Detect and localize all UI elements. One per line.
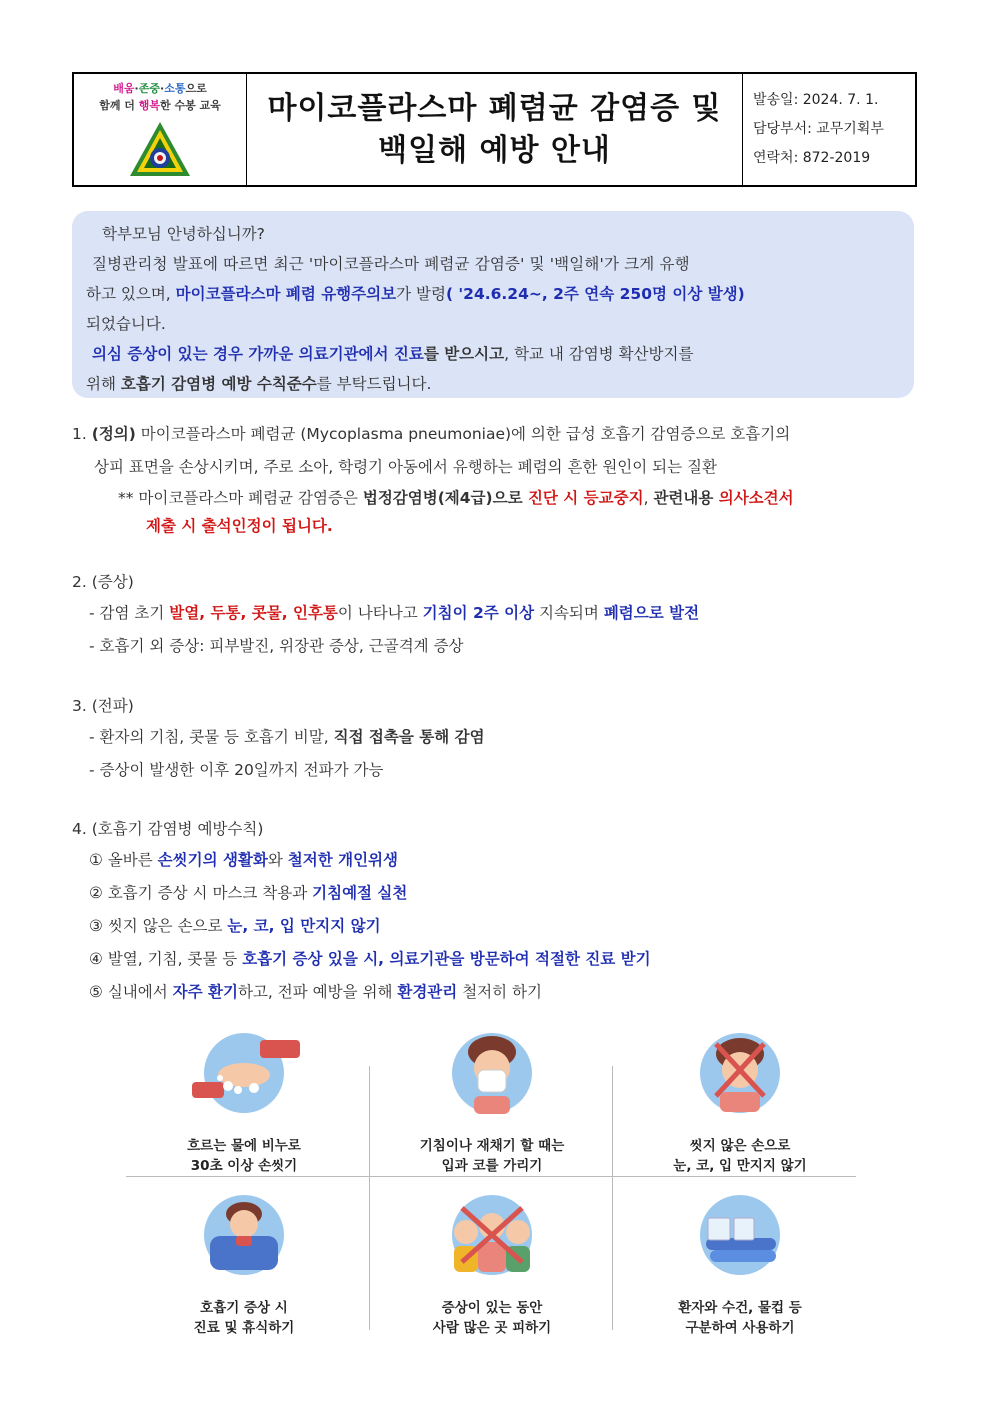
department: 담당부서: 교무기획부 — [753, 121, 884, 137]
issue-date: 발송일: 2024. 7. 1. — [753, 92, 879, 108]
contact: 연락처: 872-2019 — [753, 150, 871, 166]
definition-note-1: ** 마이코플라스마 폐렴균 감염증은 법정감염병(제4급)으로 진단 시 등교중지, 관련내용 의사소견서 — [118, 489, 794, 507]
definition-line-2: 상피 표면을 손상시키며, 주로 소아, 학령기 아동에서 유행하는 폐렴의 흔한 원인이 되는 질환 — [94, 458, 717, 476]
transmission-heading: 3. (전파) — [72, 697, 134, 715]
avoid-crowds-icon — [432, 1192, 552, 1278]
definition-line-1: 1. (정의) 마이코플라스마 폐렴균 (Mycoplasma pneumoniae)에 의한 급성 호흡기 감염증으로 호흡기의 — [72, 425, 791, 443]
card-no-touch: 씻지 않은 손으로 눈, 코, 입 만지지 않기 — [618, 1030, 862, 1176]
greeting: 학부모님 안녕하십니까? — [102, 225, 265, 243]
transmission-line-1: - 환자의 기침, 콧물 등 호흡기 비말, 직접 접촉을 통해 감염 — [89, 728, 485, 746]
intro-text-2: 하고 있으며, 마이코플라스마 폐렴 유행주의보가 발령( '24.6.24~, 2주 연속 250명 이상 발생) — [86, 285, 745, 303]
symptoms-line-2: - 호흡기 외 증상: 피부발진, 위장관 증상, 근골격계 증상 — [89, 637, 464, 655]
card-handwashing: 흐르는 물에 비누로 30초 이상 손씻기 — [122, 1030, 366, 1176]
cough-etiquette-icon — [432, 1030, 552, 1116]
prevention-rule-1: ① 올바른 손씻기의 생활화와 철저한 개인위생 — [89, 851, 399, 869]
issue-info — [743, 74, 915, 185]
grid-divider — [126, 1176, 856, 1177]
intro-text-4: 의심 증상이 있는 경우 가까운 의료기관에서 진료를 받으시고, 학교 내 감염병 확산방지를 — [92, 345, 694, 363]
school-motto-line2: 함께 더 행복한 수봉 교육 — [99, 99, 221, 112]
section-prevention — [72, 814, 922, 1009]
handwashing-icon — [184, 1030, 304, 1116]
card-cover-mouth: 기침이나 재채기 할 때는 입과 코를 가리기 — [370, 1030, 614, 1176]
document-title: 마이코플라스마 폐렴균 감염증 및 백일해 예방 안내 — [247, 74, 743, 185]
definition-note-2: 제출 시 출석인정이 됩니다. — [146, 517, 333, 535]
section-transmission — [72, 691, 922, 787]
prevention-rule-5: ⑤ 실내에서 자주 환기하고, 전파 예방을 위해 환경관리 철저히 하기 — [89, 983, 542, 1001]
symptoms-line-1: - 감염 초기 발열, 두통, 콧물, 인후통이 나타나고 기침이 2주 이상 지속되며 폐렴으로 발전 — [89, 604, 700, 622]
intro-text-5: 위해 호흡기 감염병 예방 수칙준수를 부탁드립니다. — [86, 375, 432, 393]
rest-icon — [184, 1192, 304, 1278]
prevention-rule-2: ② 호흡기 증상 시 마스크 착용과 기침예절 실천 — [89, 884, 408, 902]
transmission-line-2: - 증상이 발생한 이후 20일까지 전파가 가능 — [89, 761, 384, 779]
prevention-rule-3: ③ 씻지 않은 손으로 눈, 코, 입 만지지 않기 — [89, 917, 381, 935]
school-logo-cell — [74, 74, 247, 185]
section-definition — [72, 418, 922, 540]
intro-box — [72, 211, 914, 398]
intro-text-3: 되었습니다. — [86, 315, 166, 333]
card-rest: 호흡기 증상 시 진료 및 휴식하기 — [122, 1192, 366, 1338]
no-touch-face-icon — [680, 1030, 800, 1116]
prevention-heading: 4. (호흡기 감염병 예방수칙) — [72, 820, 264, 838]
card-separate-items: 환자와 수건, 물컵 등 구분하여 사용하기 — [618, 1192, 862, 1338]
prevention-illustrations — [122, 1030, 862, 1350]
school-motto-line1: 배움·존중·소통으로 — [113, 82, 207, 95]
towel-cup-icon — [680, 1192, 800, 1278]
symptoms-heading: 2. (증상) — [72, 573, 134, 591]
school-emblem-icon — [128, 120, 192, 180]
card-avoid-crowds: 증상이 있는 동안 사람 많은 곳 피하기 — [370, 1192, 614, 1338]
document-header — [72, 72, 917, 187]
prevention-rule-4: ④ 발열, 기침, 콧물 등 호흡기 증상 있을 시, 의료기관을 방문하여 적절한 진료 받기 — [89, 950, 651, 968]
intro-text-1: 질병관리청 발표에 따르면 최근 '마이코플라스마 폐렴균 감염증' 및 '백일해'가 크게 유행 — [92, 255, 690, 273]
section-symptoms — [72, 567, 922, 663]
